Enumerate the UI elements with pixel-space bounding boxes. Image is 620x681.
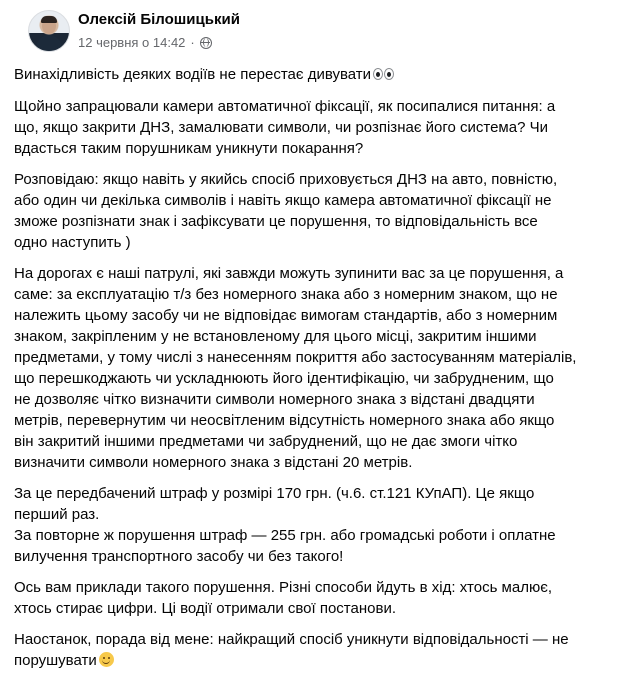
author-name[interactable]: Олексій Білошицький [78, 11, 240, 28]
post-header [14, 0, 606, 64]
post-date[interactable]: 12 червня о 14:42 [78, 35, 186, 50]
paragraph-2: Щойно запрацювали камери автоматичної фіксації, як посипалися питання: а що, якщо закрити ДНЗ, замалювати символи, чи розпізнає його система? Чи вдасться таким порушникам уникнути покарання? [14, 98, 556, 157]
paragraph-4: На дорогах є наші патрулі, які завжди можуть зупинити вас за це порушення, а саме: за експлуатацію т/з без номерного знака або з номерним знаком, що не належить цьому засобу чи не відповідає вимогам стандартів, або з номерним знаком, закріпленим у не встановленому для цього місці, закритим іншими предметами, у тому числі з нанесенням покриття або застосуванням матеріалів, що перешкоджають чи ускладнюють його ідентифікацію, чи забрудненим, що не дозволяє чітко визначити символи номерного знака з відстані двадцяти метрів, перевернутим чи неосвітленим відсутність номерного знака або якщо він закритий іншими предметами чи забруднений, що не дає змоги чітко визначити символи номерного знака з відстані 20 метрів. [14, 265, 577, 471]
eye-right [384, 68, 394, 80]
globe-icon[interactable] [200, 37, 212, 49]
meta-separator: · [190, 35, 195, 50]
paragraph-7: Ось вам приклади такого порушення. Різні способи йдуть в хід: хтось малює, хтось стирає цифри. Ці водії отримали свої постанови. [14, 579, 553, 617]
paragraph-1-text: Винахідливість деяких водіїв не перестає дивувати [14, 66, 372, 83]
avatar[interactable] [28, 10, 70, 52]
paragraph-3: Розповідаю: якщо навіть у якийсь спосіб приховується ДНЗ на авто, повністю, або один чи декілька символів і навіть якщо камера автоматичної фіксації не зможе розпізнати знак і зафіксувати це порушення, то відповідальність все одно наступить ) [14, 171, 558, 251]
post-meta [78, 35, 212, 50]
eyes-emoji-icon [373, 65, 395, 86]
smile-emoji-icon [99, 652, 114, 667]
avatar-hair [41, 16, 57, 23]
paragraph-8-text: Наостанок, порада від мене: найкращий спосіб уникнути відповідальності — не порушувати [14, 631, 569, 669]
paragraph-6: За повторне ж порушення штраф — 255 грн. або громадські роботи і оплатне вилучення транспортного засобу чи без такого! [14, 527, 556, 565]
paragraph-1 [14, 64, 604, 86]
post-body [14, 64, 604, 681]
paragraph-5: За це передбачений штраф у розмірі 170 грн. (ч.6. ст.121 КУпАП). Це якщо перший раз. [14, 485, 535, 523]
eye-left [373, 68, 383, 80]
paragraph-8 [14, 629, 604, 671]
avatar-body [36, 35, 62, 52]
